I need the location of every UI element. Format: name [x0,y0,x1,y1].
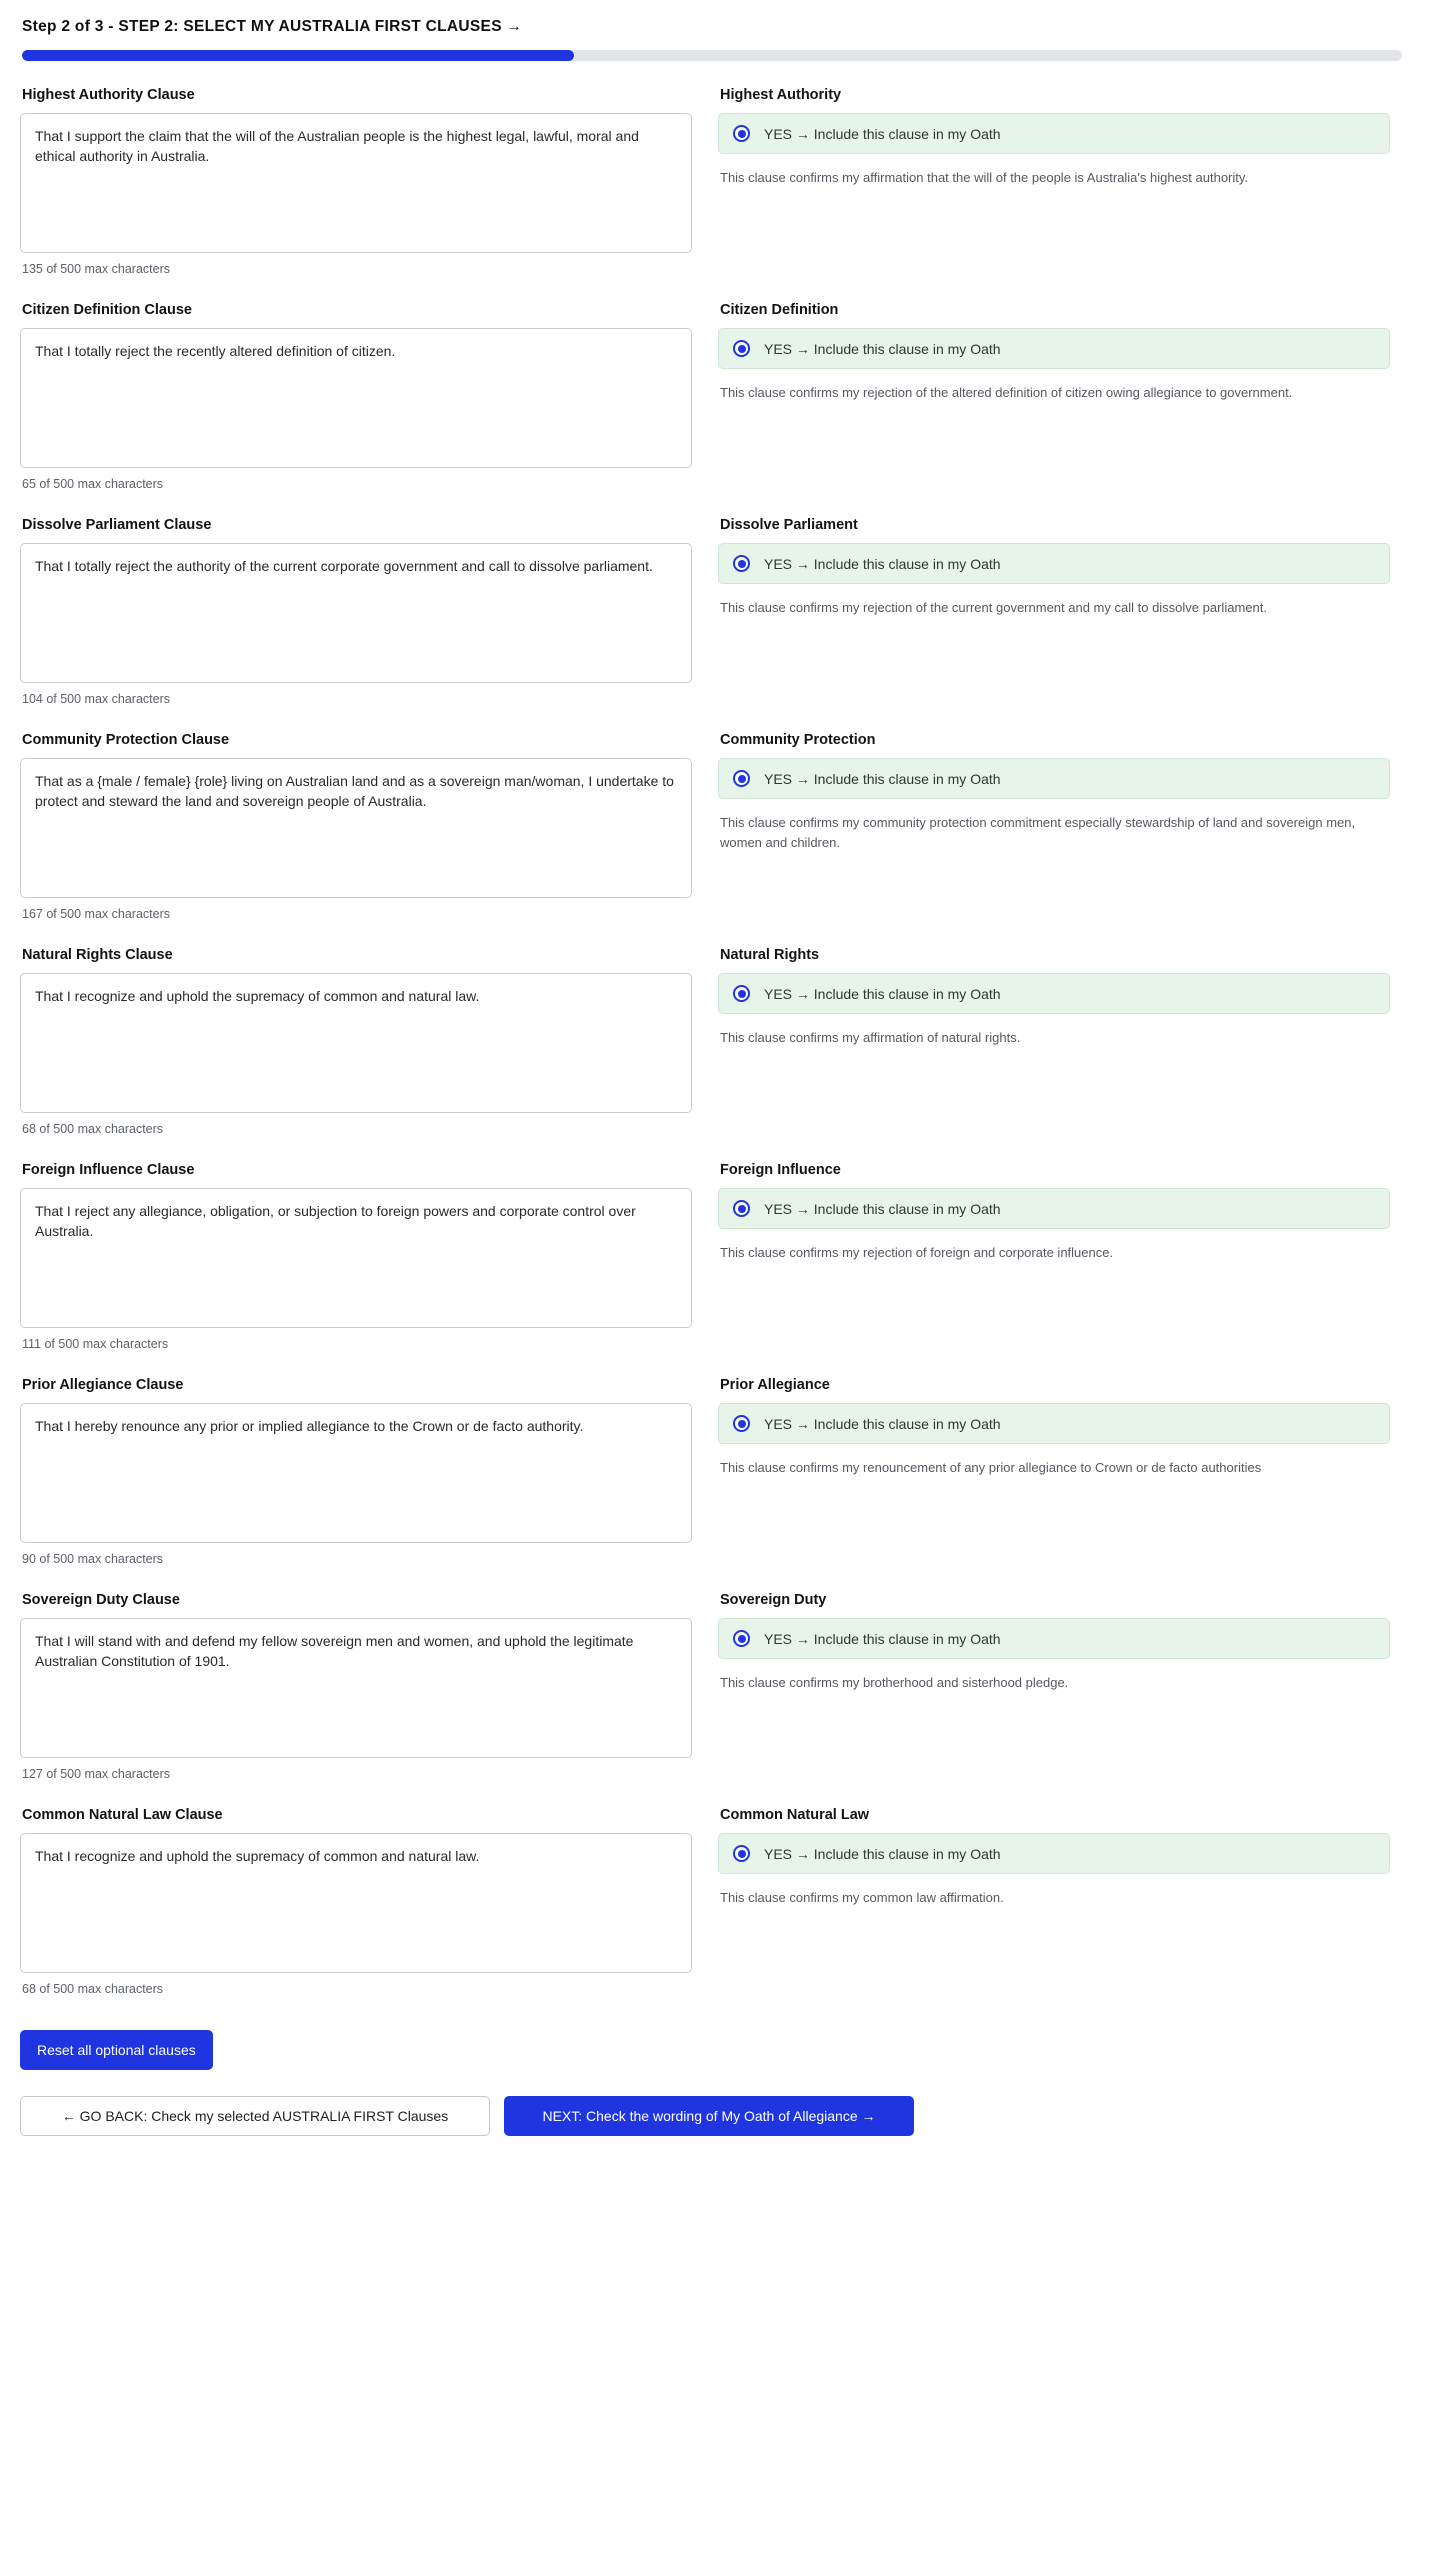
clause-text-label: Foreign Influence Clause [22,1162,195,1178]
page-title: Step 2 of 3 - STEP 2: SELECT MY AUSTRALIA FIRST CLAUSES → [22,18,523,35]
clause-text-label: Sovereign Duty Clause [22,1592,180,1608]
clause-help-text: This clause confirms my rejection of the current government and my call to dissolve parliament. [720,600,1267,615]
include-clause-radio-option[interactable] [718,328,1390,369]
clause-text-column [20,1377,700,1566]
radio-option-label: YES → Include this clause in my Oath [764,125,1001,142]
clause-option-label: Dissolve Parliament [720,517,858,533]
include-clause-radio-option[interactable] [718,543,1390,584]
clause-text-column [20,1162,700,1351]
radio-option-label: YES → Include this clause in my Oath [764,340,1001,357]
clause-help-text: This clause confirms my community protection commitment especially stewardship of land and sovereign men, women and children. [720,815,1356,850]
radio-option-label: YES → Include this clause in my Oath [764,1845,1001,1862]
include-clause-radio-option[interactable] [718,758,1390,799]
clause-option-column [718,1162,1408,1263]
include-clause-radio-option[interactable] [718,1188,1390,1229]
clause-option-column [718,517,1408,618]
radio-option-label: YES → Include this clause in my Oath [764,1415,1001,1432]
radio-selected-icon[interactable] [733,1630,750,1647]
character-counter: 68 of 500 max characters [22,1982,164,1996]
character-counter: 167 of 500 max characters [22,907,170,921]
reset-all-optional-clauses-button[interactable]: Reset all optional clauses [20,2030,213,2070]
clause-help-text: This clause confirms my affirmation of natural rights. [720,1030,1021,1045]
clause-textarea[interactable] [20,758,692,898]
clause-text-label: Community Protection Clause [22,732,230,748]
progress-bar [22,50,1402,61]
clause-option-column [718,302,1408,403]
clause-option-column [718,1592,1408,1693]
clause-row [20,947,1414,1136]
clause-option-column [718,1807,1408,1908]
clause-row [20,732,1414,921]
clause-option-column [718,87,1408,188]
character-counter: 90 of 500 max characters [22,1552,164,1566]
include-clause-radio-option[interactable] [718,113,1390,154]
clause-option-column [718,947,1408,1048]
radio-selected-icon[interactable] [733,125,750,142]
clause-option-label: Prior Allegiance [720,1377,830,1393]
clause-help-text: This clause confirms my brotherhood and sisterhood pledge. [720,1675,1069,1690]
character-counter: 68 of 500 max characters [22,1122,164,1136]
radio-selected-icon[interactable] [733,985,750,1002]
clause-textarea[interactable] [20,1833,692,1973]
clause-help-text: This clause confirms my renouncement of any prior allegiance to Crown or de facto authorities [720,1460,1262,1475]
radio-option-label: YES → Include this clause in my Oath [764,1200,1001,1217]
clause-textarea[interactable] [20,113,692,253]
radio-selected-icon[interactable] [733,770,750,787]
radio-selected-icon[interactable] [733,340,750,357]
clause-row [20,87,1414,276]
character-counter: 104 of 500 max characters [22,692,170,706]
clause-textarea[interactable] [20,973,692,1113]
clause-row [20,1592,1414,1781]
include-clause-radio-option[interactable] [718,1618,1390,1659]
character-counter: 127 of 500 max characters [22,1767,170,1781]
clause-help-text: This clause confirms my rejection of foreign and corporate influence. [720,1245,1114,1260]
clause-row [20,1807,1414,1996]
clause-option-label: Foreign Influence [720,1162,841,1178]
clause-help-text: This clause confirms my affirmation that the will of the people is Australia's highest authority. [720,170,1249,185]
radio-selected-icon[interactable] [733,1415,750,1432]
progress-bar-fill [22,50,574,61]
clause-option-label: Highest Authority [720,87,842,103]
go-back-button[interactable]: ← GO BACK: Check my selected AUSTRALIA FIRST Clauses [20,2096,490,2136]
clause-row [20,1162,1414,1351]
clause-text-column [20,732,700,921]
clause-text-label: Prior Allegiance Clause [22,1377,184,1393]
clause-row [20,517,1414,706]
radio-option-label: YES → Include this clause in my Oath [764,555,1001,572]
clause-option-column [718,1377,1408,1478]
radio-option-label: YES → Include this clause in my Oath [764,1630,1001,1647]
clause-text-column [20,517,700,706]
clause-option-label: Community Protection [720,732,876,748]
clause-option-label: Natural Rights [720,947,820,963]
navigation-row [20,2096,1414,2136]
radio-option-label: YES → Include this clause in my Oath [764,770,1001,787]
clause-textarea[interactable] [20,1188,692,1328]
character-counter: 111 of 500 max characters [22,1337,169,1351]
include-clause-radio-option[interactable] [718,1403,1390,1444]
clause-option-label: Common Natural Law [720,1807,870,1823]
clause-row [20,302,1414,491]
clause-textarea[interactable] [20,1618,692,1758]
actions-area [20,2030,1414,2136]
clause-textarea[interactable] [20,543,692,683]
character-counter: 135 of 500 max characters [22,262,170,276]
clause-textarea[interactable] [20,328,692,468]
clause-option-label: Sovereign Duty [720,1592,827,1608]
radio-selected-icon[interactable] [733,1200,750,1217]
clause-list [20,87,1414,1996]
clause-row [20,1377,1414,1566]
clause-textarea[interactable] [20,1403,692,1543]
character-counter: 65 of 500 max characters [22,477,164,491]
next-button[interactable]: NEXT: Check the wording of My Oath of Allegiance → [504,2096,914,2136]
clause-text-column [20,1807,700,1996]
clause-text-label: Natural Rights Clause [22,947,173,963]
clause-text-column [20,1592,700,1781]
clause-text-label: Citizen Definition Clause [22,302,192,318]
include-clause-radio-option[interactable] [718,973,1390,1014]
clause-text-column [20,302,700,491]
clause-help-text: This clause confirms my rejection of the altered definition of citizen owing allegiance to government. [720,385,1293,400]
clause-option-column [718,732,1408,852]
clause-option-label: Citizen Definition [720,302,839,318]
radio-option-label: YES → Include this clause in my Oath [764,985,1001,1002]
clause-text-column [20,947,700,1136]
clause-text-label: Common Natural Law Clause [22,1807,223,1823]
include-clause-radio-option[interactable] [718,1833,1390,1874]
clause-text-label: Dissolve Parliament Clause [22,517,212,533]
clause-help-text: This clause confirms my common law affirmation. [720,1890,1004,1905]
radio-selected-icon[interactable] [733,555,750,572]
radio-selected-icon[interactable] [733,1845,750,1862]
clause-text-column [20,87,700,276]
clause-text-label: Highest Authority Clause [22,87,195,103]
